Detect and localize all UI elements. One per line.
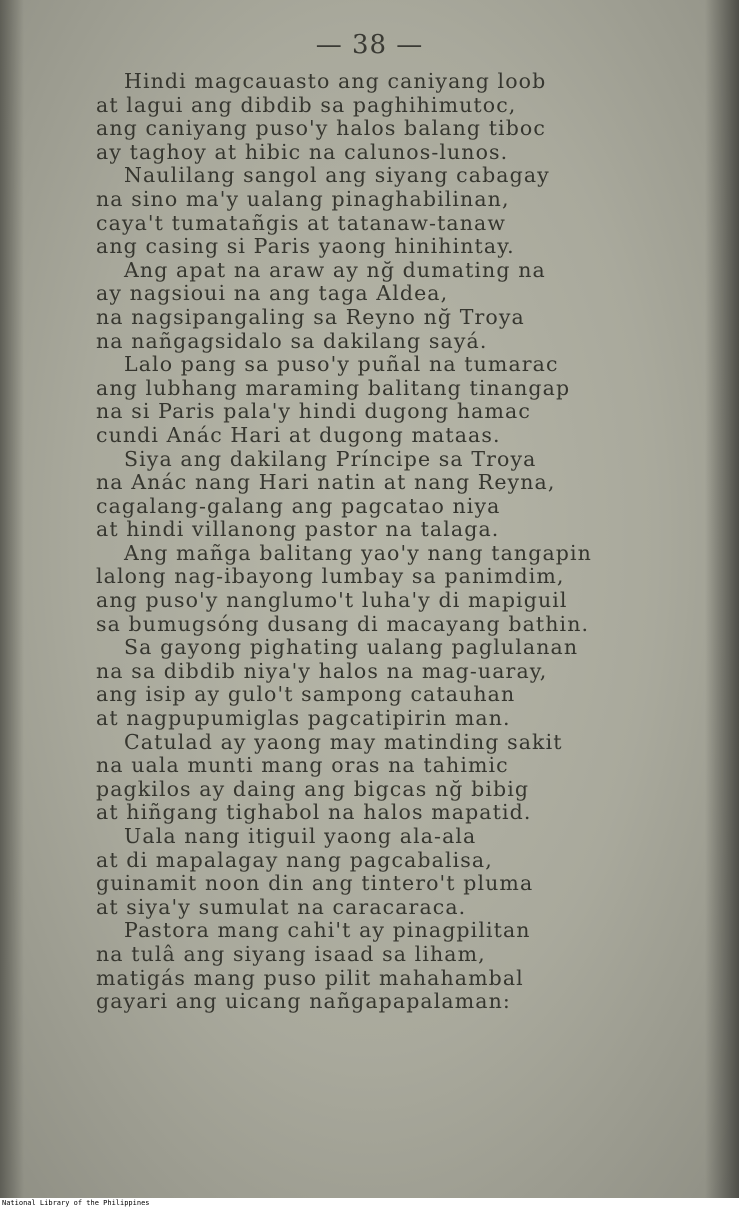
page-number: — 38 —: [315, 30, 424, 60]
verse-line: caya't tumatañgis at tatanaw-tanaw: [96, 210, 507, 235]
verse-line: na tulâ ang siyang isaad sa liham,: [96, 941, 486, 966]
verse-line: ang lubhang maraming balitang tinangap: [96, 375, 571, 400]
poem-body: [96, 70, 696, 1014]
verse-line: ang isip ay gulo't sampong catauhan: [96, 682, 516, 707]
verse-line: at siya'y sumulat na caracaraca.: [96, 894, 467, 919]
verse-line: cundi Anác Hari at dugong mataas.: [96, 422, 501, 447]
verse-line: Uala nang itiguil yaong ala-ala: [124, 824, 477, 848]
verse-line: ay nagsioui na ang taga Aldea,: [96, 281, 449, 306]
verse-line: at hiñgang tighabol na halos mapatid.: [96, 800, 532, 825]
verse-line: ang caniyang puso'y halos balang tiboc: [96, 116, 546, 141]
stanza: [96, 919, 696, 1013]
stanza: [96, 825, 696, 919]
verse-line: Ang apat na araw ay nğ dumating na: [124, 257, 546, 282]
verse-line: pagkilos ay daing ang bigcas nğ bibig: [96, 776, 530, 801]
page-edge-shadow-right: [705, 0, 739, 1198]
stanza: [96, 448, 696, 542]
verse-line: Lalo pang sa puso'y puñal na tumarac: [124, 352, 559, 377]
verse-line: ay taghoy at hibic na calunos-lunos.: [96, 139, 509, 164]
verse-line: na uala munti mang oras na tahimic: [96, 753, 509, 778]
verse-line: ang puso'y nanglumo't luha'y di mapiguil: [96, 588, 568, 613]
verse-line: sa bumugsóng dusang di macayang bathin.: [96, 611, 590, 636]
verse-line: at lagui ang dibdib sa paghihimutoc,: [96, 92, 517, 117]
stanza: [96, 731, 696, 825]
verse-line: gayari ang uicang nañgapapalaman:: [96, 989, 511, 1014]
verse-line: matigás mang puso pilit mahahambal: [96, 965, 524, 990]
verse-line: Sa gayong pighating ualang paglulanan: [124, 635, 579, 660]
verse-line: guinamit noon din ang tintero't pluma: [96, 871, 534, 896]
verse-line: Pastora mang cahi't ay pinagpilitan: [124, 918, 531, 943]
verse-line: at nagpupumiglas pagcatipirin man.: [96, 706, 511, 731]
stanza: [96, 353, 696, 447]
verse-line: Naulilang sangol ang siyang cabagay: [124, 163, 550, 188]
verse-line: Siya ang dakilang Príncipe sa Troya: [124, 446, 537, 471]
verse-line: na nagsipangaling sa Reyno nğ Troya: [96, 304, 525, 329]
stanza: [96, 542, 696, 636]
verse-line: Ang mañga balitang yao'y nang tangapin: [124, 540, 592, 565]
verse-line: at di mapalagay nang pagcabalisa,: [96, 847, 493, 872]
page-edge-shadow-left: [0, 0, 24, 1198]
stanza: [96, 259, 696, 353]
verse-line: na Anác nang Hari natin at nang Reyna,: [96, 470, 556, 495]
verse-line: na sa dibdib niya'y halos na mag-uaray,: [96, 658, 548, 683]
stanza: [96, 636, 696, 730]
stanza: [96, 164, 696, 258]
verse-line: lalong nag-ibayong lumbay sa panimdim,: [96, 564, 565, 589]
verse-line: na si Paris pala'y hindi dugong hamac: [96, 399, 531, 424]
verse-line: Catulad ay yaong may matinding sakit: [124, 729, 563, 754]
verse-line: na nañgagsidalo sa dakilang sayá.: [96, 328, 488, 353]
verse-line: at hindi villanong pastor na talaga.: [96, 517, 500, 542]
footer-credit: National Library of the Philippines: [2, 1199, 150, 1207]
verse-line: Hindi magcauasto ang caniyang loob: [124, 69, 547, 93]
stanza: [96, 70, 696, 164]
verse-line: na sino ma'y ualang pinaghabilinan,: [96, 186, 510, 211]
verse-line: cagalang-galang ang pagcatao niya: [96, 493, 501, 518]
verse-line: ang casing si Paris yaong hinihintay.: [96, 234, 515, 259]
